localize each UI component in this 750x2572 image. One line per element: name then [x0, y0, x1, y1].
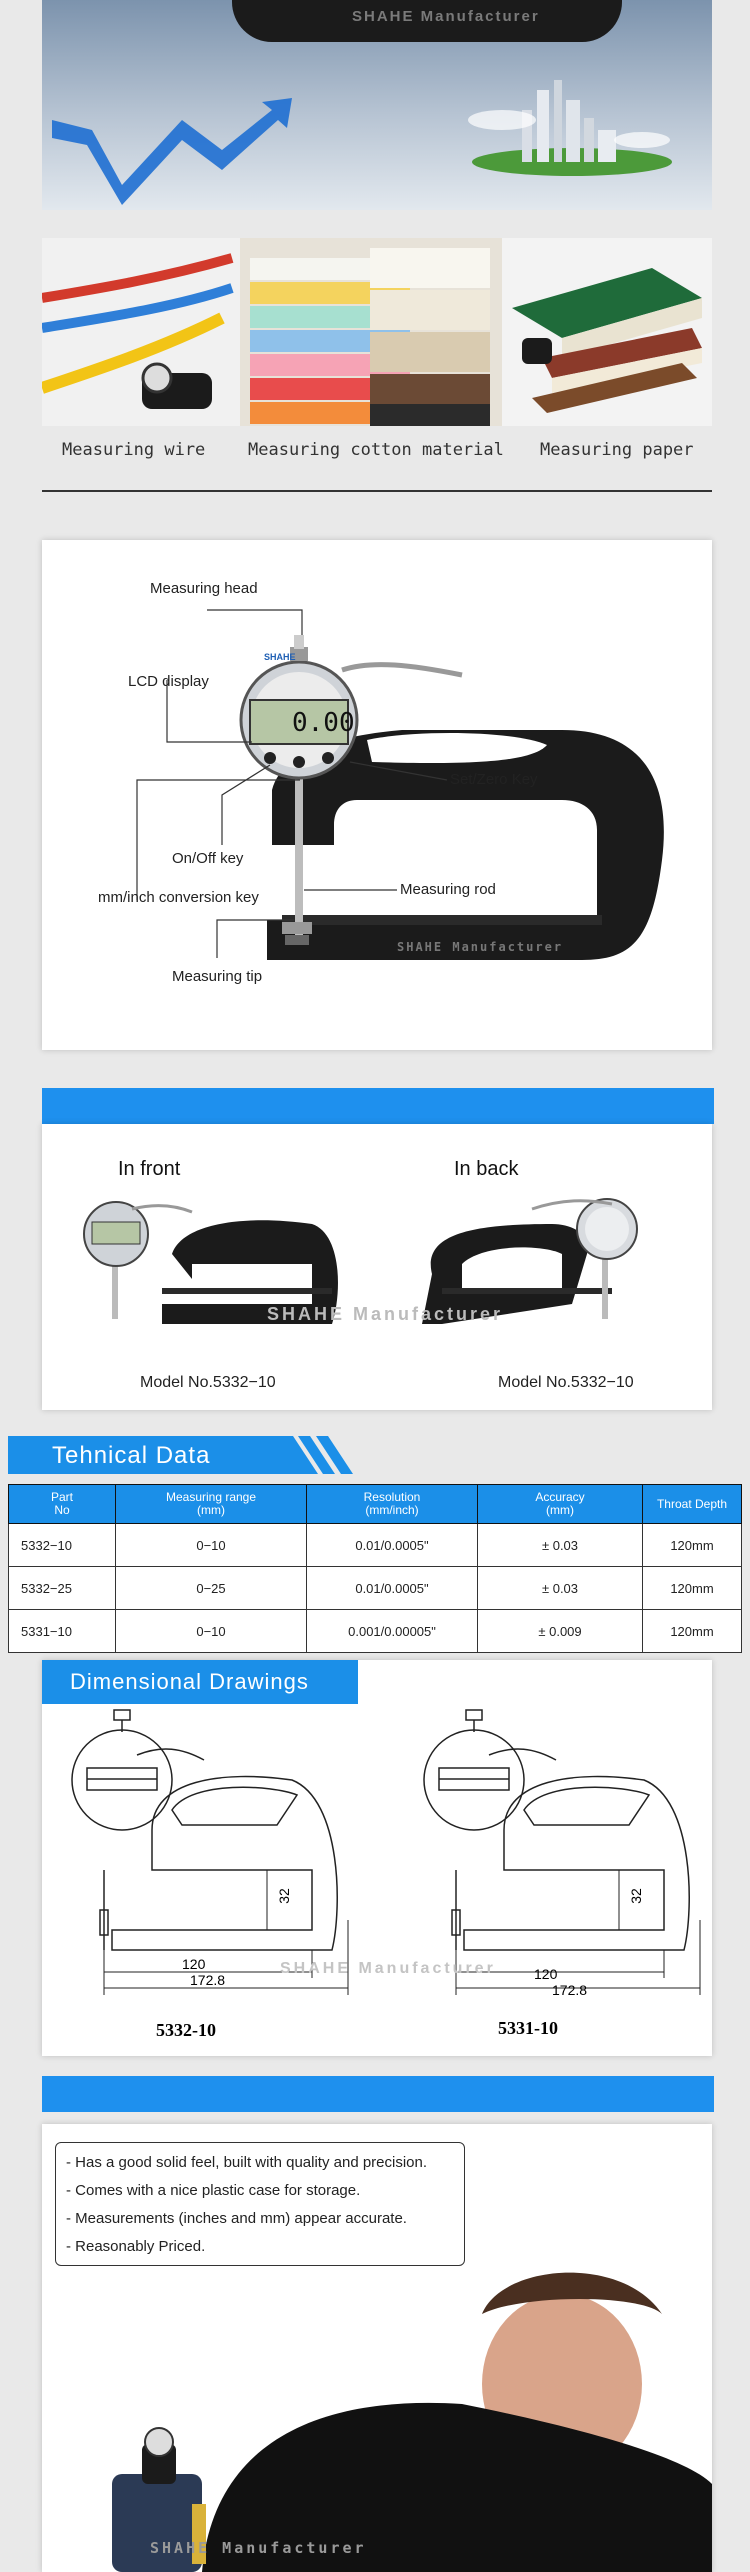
label-in-back: In back	[454, 1158, 519, 1180]
front-back-card	[42, 1124, 712, 1410]
callout-set-zero-key: Set/Zero Key	[450, 771, 538, 788]
callout-measuring-head: Measuring head	[150, 580, 258, 597]
table-row	[9, 1610, 742, 1653]
spec-table	[8, 1484, 742, 1653]
section-divider	[42, 490, 712, 492]
right-model-caption: 5331-10	[498, 2018, 558, 2038]
footer-watermark: SHAHE Manufacturer	[150, 2539, 367, 2557]
header-part-no: Part No	[9, 1485, 116, 1524]
drawings-card	[42, 1660, 712, 2056]
dimensional-drawing	[42, 1660, 712, 2056]
table-header-row	[9, 1485, 742, 1524]
drawings-title: Dimensional Drawings	[42, 1660, 358, 1704]
features-list	[55, 2142, 465, 2266]
table-row	[9, 1524, 742, 1567]
views-header-bar	[42, 1088, 714, 1124]
tech-title: Tehnical Data	[52, 1442, 211, 1469]
left-dim-total: 172.8	[190, 1972, 226, 1988]
feature-item: - Has a good solid feel, built with quality and precision.	[66, 2154, 428, 2171]
cell: 0−10	[116, 1610, 307, 1653]
dial-brand: SHAHE	[264, 652, 296, 662]
header-range: Measuring range (mm)	[116, 1485, 307, 1524]
materials-strip	[42, 238, 712, 426]
feature-item: - Comes with a nice plastic case for storage.	[66, 2182, 361, 2199]
blue-arrow-graphic	[42, 90, 302, 210]
header-resolution: Resolution (mm/inch)	[307, 1485, 478, 1524]
cell: ± 0.03	[478, 1567, 643, 1610]
header-accuracy: Accuracy (mm)	[478, 1485, 643, 1524]
cell: 120mm	[643, 1610, 742, 1653]
cell: 5332−10	[9, 1524, 116, 1567]
left-dim-inner: 120	[182, 1956, 206, 1972]
hero-watermark: SHAHE Manufacturer	[352, 8, 540, 25]
cell: 5331−10	[9, 1610, 116, 1653]
books-photo	[502, 238, 712, 426]
back-model-label: Model No.5332−10	[498, 1374, 634, 1391]
right-dim-height: 32	[627, 1888, 644, 1904]
cell: 120mm	[643, 1524, 742, 1567]
label-in-front: In front	[118, 1158, 181, 1180]
material-label-wire: Measuring wire	[62, 440, 206, 460]
cell: ± 0.03	[478, 1524, 643, 1567]
right-dim-total: 172.8	[552, 1982, 588, 1998]
left-model-caption: 5332-10	[156, 2020, 216, 2040]
cell: 0−25	[116, 1567, 307, 1610]
cell: 0.01/0.0005"	[307, 1567, 478, 1610]
lcd-readout: 0.00	[292, 708, 355, 738]
features-header-bar	[42, 2076, 714, 2112]
cotton-photo	[240, 238, 502, 426]
cell: 5332−25	[9, 1567, 116, 1610]
thickness-gauge-illustration	[42, 540, 712, 1050]
callout-lcd-display: LCD display	[128, 673, 209, 690]
material-label-cotton: Measuring cotton material	[248, 440, 504, 460]
callout-measuring-tip: Measuring tip	[172, 968, 263, 985]
right-dim-inner: 120	[534, 1966, 558, 1982]
callout-measuring-rod: Measuring rod	[400, 881, 496, 898]
drawings-watermark: SHAHE Manufacturer	[280, 1960, 496, 1977]
front-model-label: Model No.5332−10	[140, 1374, 276, 1391]
cell: 0−10	[116, 1524, 307, 1567]
cell: 0.001/0.00005"	[307, 1610, 478, 1653]
parts-diagram-card	[42, 540, 712, 1050]
material-label-paper: Measuring paper	[540, 440, 694, 460]
views-watermark: SHAHE Manufacturer	[267, 1304, 504, 1324]
table-row	[9, 1567, 742, 1610]
wire-photo	[42, 238, 240, 426]
left-dim-height: 32	[275, 1888, 292, 1904]
callout-onoff-key: On/Off key	[172, 850, 244, 867]
feature-item: - Reasonably Priced.	[66, 2238, 206, 2255]
feature-item: - Measurements (inches and mm) appear accurate.	[66, 2210, 407, 2227]
cell: 120mm	[643, 1567, 742, 1610]
cell: 0.01/0.0005"	[307, 1524, 478, 1567]
frame-brand: SHAHE Manufacturer	[397, 940, 564, 954]
cell: ± 0.009	[478, 1610, 643, 1653]
hero-banner	[42, 0, 712, 210]
callout-conversion-key: mm/inch conversion key	[98, 889, 259, 906]
gauge-frame-bottom	[232, 0, 622, 42]
city-island-graphic	[462, 80, 672, 180]
tech-title-banner	[8, 1436, 368, 1474]
header-throat-depth: Throat Depth	[643, 1485, 742, 1524]
